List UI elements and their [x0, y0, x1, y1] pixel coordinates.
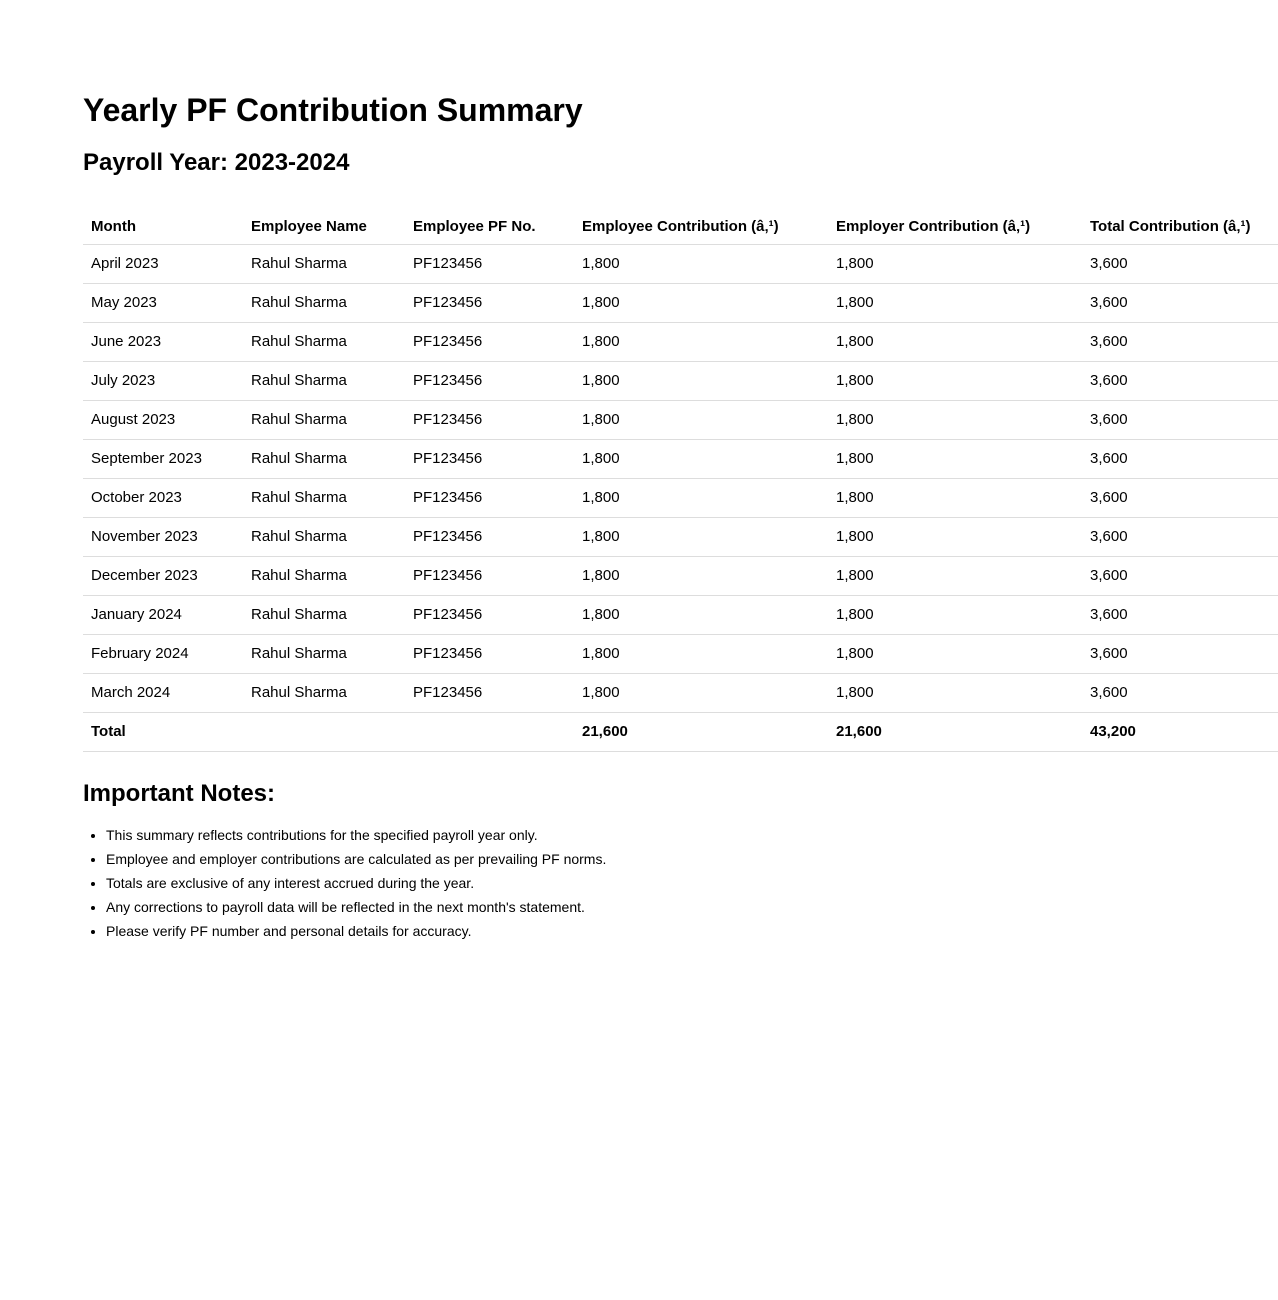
cell-total: 3,600: [1082, 362, 1278, 401]
cell-total: 3,600: [1082, 635, 1278, 674]
cell-pf_no: PF123456: [405, 323, 574, 362]
note-item: • Any corrections to payroll data will be reflected in the next month's statement.: [106, 899, 1196, 916]
cell-employee: 1,800: [574, 635, 828, 674]
cell-month: December 2023: [83, 557, 243, 596]
cell-employee: 1,800: [574, 674, 828, 713]
cell-month: April 2023: [83, 245, 243, 284]
total-cell-employer: 21,600: [828, 713, 1082, 752]
cell-pf_no: PF123456: [405, 596, 574, 635]
cell-total: 3,600: [1082, 401, 1278, 440]
cell-month: October 2023: [83, 479, 243, 518]
cell-total: 3,600: [1082, 245, 1278, 284]
cell-month: June 2023: [83, 323, 243, 362]
cell-employer: 1,800: [828, 596, 1082, 635]
cell-name: Rahul Sharma: [243, 284, 405, 323]
cell-employer: 1,800: [828, 557, 1082, 596]
cell-employer: 1,800: [828, 245, 1082, 284]
notes-heading: Important Notes:: [83, 780, 275, 808]
note-item: • This summary reflects contributions for the specified payroll year only.: [106, 827, 1196, 844]
cell-employee: 1,800: [574, 245, 828, 284]
notes-list: [83, 827, 1196, 940]
cell-employer: 1,800: [828, 284, 1082, 323]
cell-total: 3,600: [1082, 479, 1278, 518]
cell-pf_no: PF123456: [405, 401, 574, 440]
cell-pf_no: PF123456: [405, 245, 574, 284]
cell-employee: 1,800: [574, 518, 828, 557]
cell-name: Rahul Sharma: [243, 557, 405, 596]
table-row: [83, 284, 1278, 323]
cell-pf_no: PF123456: [405, 518, 574, 557]
table-row: [83, 362, 1278, 401]
cell-employer: 1,800: [828, 362, 1082, 401]
cell-pf_no: PF123456: [405, 635, 574, 674]
pf-contribution-table: [83, 212, 1278, 752]
table-total-row: [83, 713, 1278, 752]
cell-month: May 2023: [83, 284, 243, 323]
cell-total: 3,600: [1082, 323, 1278, 362]
cell-pf_no: PF123456: [405, 479, 574, 518]
cell-name: Rahul Sharma: [243, 674, 405, 713]
table-row: [83, 479, 1278, 518]
cell-pf_no: PF123456: [405, 440, 574, 479]
cell-name: Rahul Sharma: [243, 596, 405, 635]
col-header-employee-pf-no: Employee PF No.: [405, 212, 574, 245]
table-row: [83, 440, 1278, 479]
page-title: Yearly PF Contribution Summary: [83, 92, 583, 128]
cell-month: August 2023: [83, 401, 243, 440]
cell-employee: 1,800: [574, 557, 828, 596]
cell-total: 3,600: [1082, 440, 1278, 479]
table-row: [83, 596, 1278, 635]
total-cell-empty-name: [243, 713, 405, 752]
total-cell-empty-pf: [405, 713, 574, 752]
total-cell-total: 43,200: [1082, 713, 1278, 752]
cell-name: Rahul Sharma: [243, 440, 405, 479]
cell-month: November 2023: [83, 518, 243, 557]
cell-name: Rahul Sharma: [243, 362, 405, 401]
cell-employer: 1,800: [828, 323, 1082, 362]
cell-pf_no: PF123456: [405, 284, 574, 323]
cell-employee: 1,800: [574, 401, 828, 440]
col-header-employee-contribution: Employee Contribution (â‚¹): [574, 212, 828, 245]
cell-name: Rahul Sharma: [243, 635, 405, 674]
table-header-row: [83, 212, 1278, 245]
cell-month: July 2023: [83, 362, 243, 401]
cell-name: Rahul Sharma: [243, 323, 405, 362]
col-header-total-contribution: Total Contribution (â‚¹): [1082, 212, 1278, 245]
cell-pf_no: PF123456: [405, 674, 574, 713]
col-header-employer-contribution: Employer Contribution (â‚¹): [828, 212, 1082, 245]
cell-employer: 1,800: [828, 518, 1082, 557]
table-row: [83, 401, 1278, 440]
payroll-year-subtitle: Payroll Year: 2023-2024: [83, 148, 350, 176]
cell-name: Rahul Sharma: [243, 479, 405, 518]
col-header-month: Month: [83, 212, 243, 245]
table-row: [83, 674, 1278, 713]
cell-total: 3,600: [1082, 518, 1278, 557]
cell-employee: 1,800: [574, 284, 828, 323]
cell-month: January 2024: [83, 596, 243, 635]
cell-month: September 2023: [83, 440, 243, 479]
cell-total: 3,600: [1082, 674, 1278, 713]
cell-employee: 1,800: [574, 596, 828, 635]
cell-employer: 1,800: [828, 440, 1082, 479]
cell-month: February 2024: [83, 635, 243, 674]
cell-employee: 1,800: [574, 323, 828, 362]
cell-month: March 2024: [83, 674, 243, 713]
cell-employee: 1,800: [574, 479, 828, 518]
col-header-employee-name: Employee Name: [243, 212, 405, 245]
cell-total: 3,600: [1082, 557, 1278, 596]
note-item: • Employee and employer contributions are calculated as per prevailing PF norms.: [106, 851, 1196, 868]
cell-total: 3,600: [1082, 596, 1278, 635]
total-cell-label: Total: [83, 713, 243, 752]
note-item: • Please verify PF number and personal details for accuracy.: [106, 923, 1196, 940]
cell-pf_no: PF123456: [405, 362, 574, 401]
cell-name: Rahul Sharma: [243, 401, 405, 440]
cell-total: 3,600: [1082, 284, 1278, 323]
cell-pf_no: PF123456: [405, 557, 574, 596]
cell-employee: 1,800: [574, 440, 828, 479]
table-row: [83, 557, 1278, 596]
cell-employer: 1,800: [828, 635, 1082, 674]
table-row: [83, 635, 1278, 674]
table-row: [83, 323, 1278, 362]
cell-employee: 1,800: [574, 362, 828, 401]
table-row: [83, 245, 1278, 284]
cell-employer: 1,800: [828, 401, 1082, 440]
total-cell-employee: 21,600: [574, 713, 828, 752]
table-row: [83, 518, 1278, 557]
note-item: • Totals are exclusive of any interest accrued during the year.: [106, 875, 1196, 892]
cell-name: Rahul Sharma: [243, 518, 405, 557]
cell-employer: 1,800: [828, 479, 1082, 518]
cell-name: Rahul Sharma: [243, 245, 405, 284]
cell-employer: 1,800: [828, 674, 1082, 713]
